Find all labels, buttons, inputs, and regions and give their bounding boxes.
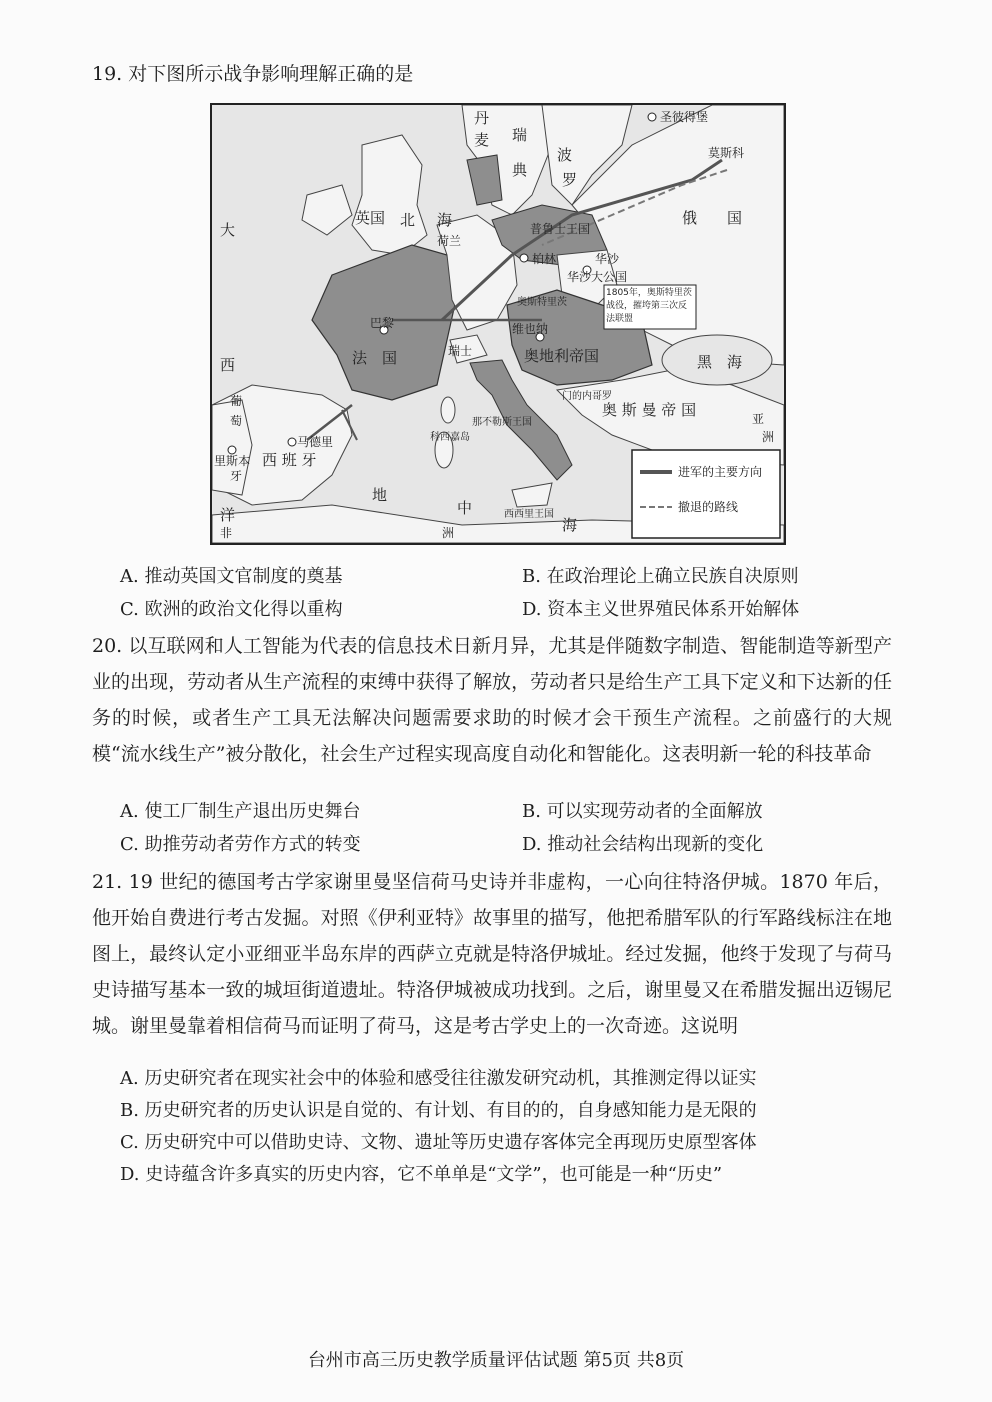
europe-war-map bbox=[210, 103, 786, 545]
label-sweden-2: 典 bbox=[512, 161, 528, 179]
q20-option-d[interactable]: D. 推动社会结构出现新的变化 bbox=[522, 834, 764, 855]
label-france: 法 国 bbox=[352, 349, 398, 367]
note-text-wrap bbox=[606, 287, 694, 329]
label-paris: 巴黎 bbox=[370, 316, 395, 330]
label-vienna: 维也纳 bbox=[512, 322, 549, 336]
q19-stem: 19. 对下图所示战争影响理解正确的是 bbox=[92, 63, 414, 85]
q20-option-c[interactable]: C. 助推劳动者劳作方式的转变 bbox=[120, 834, 361, 855]
q19-option-c[interactable]: C. 欧洲的政治文化得以重构 bbox=[120, 599, 343, 620]
q20-option-b[interactable]: B. 可以实现劳动者的全面解放 bbox=[522, 801, 763, 822]
label-portugal-2: 萄 bbox=[230, 414, 243, 428]
q21-stem: 21. 19 世纪的德国考古学家谢里曼坚信荷马史诗并非虚构，一心向往特洛伊城。1870 年后，他开始自费进行考古发掘。对照《伊利亚特》故事里的描写，他把希腊军队的行军路线标注在地图上，最终认定小亚细亚半岛东岸的西萨立克就是特洛伊城址。经过发掘，他终于发现了与荷马史诗描写基本一致的城垣街道遗址。特洛伊城被成功找到。之后，谢里曼又在希腊发掘出迈锡尼城。谢里曼靠着相信荷马而证明了荷马，这是考古学史上的一次奇迹。这说明 bbox=[92, 871, 892, 1037]
label-britain: 英国 bbox=[355, 209, 386, 227]
label-corsica: 科西嘉岛 bbox=[430, 432, 470, 443]
label-moscow: 莫斯科 bbox=[708, 146, 745, 160]
label-montenegro: 门的内哥罗 bbox=[562, 391, 612, 402]
q21-option-c[interactable]: C. 历史研究中可以借助史诗、文物、遗址等历史遗存客体完全再现历史原型客体 bbox=[120, 1132, 757, 1153]
label-austria: 奥地利帝国 bbox=[524, 347, 600, 365]
label-baltic-1: 波 bbox=[557, 146, 573, 164]
label-holland: 荷兰 bbox=[437, 234, 462, 248]
label-north-sea-2: 海 bbox=[437, 211, 453, 229]
q19-option-a[interactable]: A. 推动英国文官制度的奠基 bbox=[120, 566, 343, 587]
label-baltic-2: 罗 bbox=[562, 171, 578, 189]
q20-stem: 20. 以互联网和人工智能为代表的信息技术日新月异，尤其是伴随数字制造、智能制造等新型产业的出现，劳动者从生产流程的束缚中获得了解放，劳动者只是给生产工具下定义和下达新的任务的时候，或者生产工具无法解决问题需要求助的时候才会干预生产流程。之前盛行的大规模“流水线生产”被分散化，社会生产过程实现高度自动化和智能化。这表明新一轮的科技革命 bbox=[92, 635, 892, 765]
label-warsaw-duchy: 华沙大公国 bbox=[567, 270, 628, 284]
legend-box bbox=[632, 450, 780, 538]
label-med-3: 海 bbox=[562, 516, 578, 534]
label-denmark-2: 麦 bbox=[474, 131, 490, 149]
label-russia: 俄 国 bbox=[682, 209, 743, 227]
q19-option-d[interactable]: D. 资本主义世界殖民体系开始解体 bbox=[522, 599, 800, 620]
legend-advance-label: 进军的主要方向 bbox=[678, 465, 763, 479]
q19-option-b[interactable]: B. 在政治理论上确立民族自决原则 bbox=[522, 566, 799, 587]
label-atlantic-2: 西 bbox=[220, 356, 236, 374]
label-berlin: 柏林 bbox=[532, 252, 557, 266]
label-lisbon: 里斯本 bbox=[214, 454, 251, 468]
legend-retreat-label: 撤退的路线 bbox=[678, 500, 739, 514]
label-austerlitz: 奥斯特里茨 bbox=[517, 297, 567, 308]
label-africa-2: 洲 bbox=[442, 526, 455, 540]
label-naples: 那不勒斯王国 bbox=[472, 417, 532, 428]
battle-note: 1805年，奥斯特里茨战役，摧垮第三次反法联盟 bbox=[606, 288, 692, 324]
label-portugal-3: 牙 bbox=[230, 469, 243, 483]
q20-option-a[interactable]: A. 使工厂制生产退出历史舞台 bbox=[120, 801, 361, 822]
label-africa-1: 非 bbox=[220, 526, 233, 540]
label-asia-1: 亚 bbox=[752, 412, 765, 426]
q21-option-d[interactable]: D. 史诗蕴含许多真实的历史内容，它不单单是“文学”，也可能是一种“历史” bbox=[120, 1164, 723, 1185]
label-sweden-1: 瑞 bbox=[512, 126, 528, 144]
label-med-2: 中 bbox=[457, 499, 473, 517]
label-north-sea: 北 bbox=[400, 211, 416, 229]
label-st-petersburg: 圣彼得堡 bbox=[660, 110, 709, 124]
q21-option-a[interactable]: A. 历史研究者在现实社会中的体验和感受往往激发研究动机，其推测定得以证实 bbox=[120, 1068, 757, 1089]
label-denmark-1: 丹 bbox=[474, 109, 490, 127]
label-warsaw-city: 华沙 bbox=[595, 252, 620, 266]
label-swiss: 瑞士 bbox=[448, 344, 473, 358]
label-sicily: 西西里王国 bbox=[504, 509, 554, 520]
label-madrid: 马德里 bbox=[297, 435, 334, 449]
label-med-1: 地 bbox=[372, 486, 388, 504]
map-svg bbox=[212, 105, 784, 543]
label-prussia: 普鲁士王国 bbox=[530, 222, 591, 236]
label-asia-2: 洲 bbox=[762, 430, 775, 444]
label-atlantic-3: 洋 bbox=[220, 506, 236, 524]
label-atlantic-1: 大 bbox=[220, 221, 236, 239]
label-portugal-1: 葡 bbox=[230, 394, 243, 408]
page-footer: 台州市高三历史教学质量评估试题 第5页 共8页 bbox=[307, 1350, 685, 1371]
label-black-sea: 黑 海 bbox=[697, 353, 743, 371]
q21-option-b[interactable]: B. 历史研究者的历史认识是自觉的、有计划、有目的的，自身感知能力是无限的 bbox=[120, 1100, 757, 1121]
label-spain: 西 班 牙 bbox=[262, 451, 317, 469]
label-ottoman: 奥 斯 曼 帝 国 bbox=[602, 401, 697, 419]
